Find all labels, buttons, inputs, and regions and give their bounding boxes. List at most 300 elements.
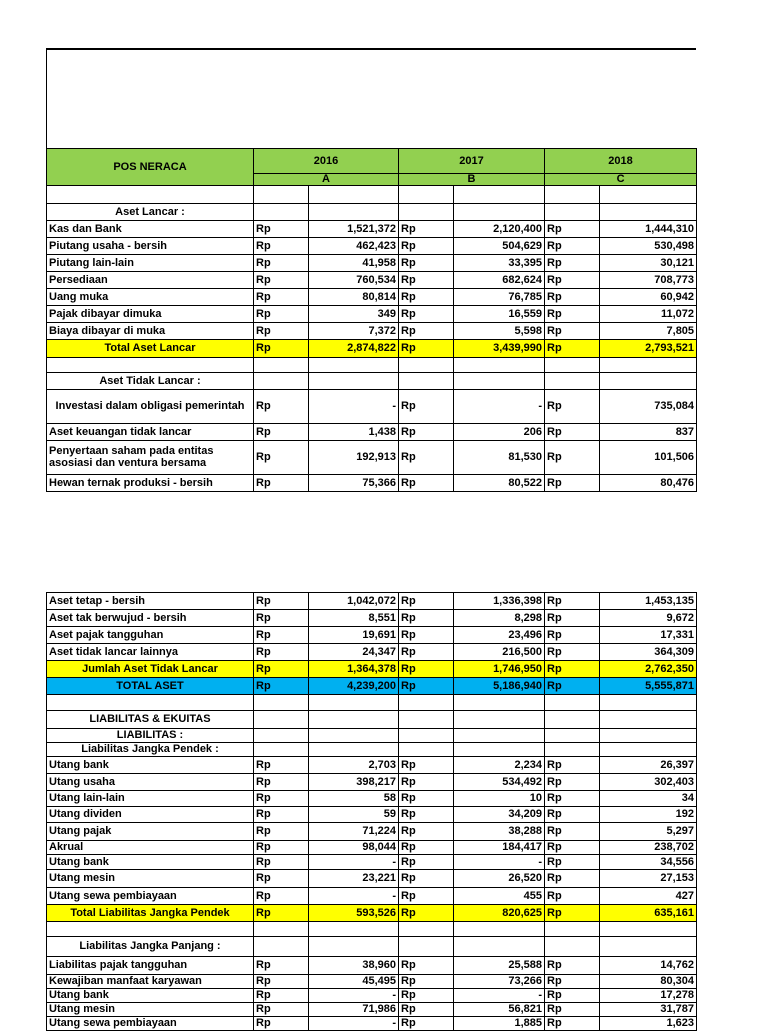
value-cell: 5,186,940 bbox=[454, 678, 545, 695]
currency-cell: Rp bbox=[254, 774, 309, 791]
row-label: Aset pajak tangguhan bbox=[47, 627, 254, 644]
row-label: Total Aset Lancar bbox=[47, 340, 254, 358]
liabilitas-title bbox=[47, 729, 697, 743]
value-cell: 2,874,822 bbox=[309, 340, 399, 358]
column-code-header: A bbox=[254, 174, 399, 186]
currency-cell: Rp bbox=[254, 340, 309, 358]
value-cell: 80,304 bbox=[600, 975, 697, 989]
empty-cell bbox=[399, 937, 454, 957]
table-row bbox=[47, 272, 697, 289]
value-cell: 23,221 bbox=[309, 870, 399, 888]
currency-cell: Rp bbox=[254, 221, 309, 238]
value-cell: 19,691 bbox=[309, 627, 399, 644]
empty-cell bbox=[454, 358, 545, 373]
table-row bbox=[47, 989, 697, 1003]
value-cell: 38,288 bbox=[454, 823, 545, 841]
table-row bbox=[47, 238, 697, 255]
empty-cell bbox=[454, 695, 545, 711]
currency-cell: Rp bbox=[545, 323, 600, 340]
value-cell: 80,476 bbox=[600, 475, 697, 492]
aset-tidak-lancar-title bbox=[47, 373, 697, 390]
table-row bbox=[47, 957, 697, 975]
currency-cell: Rp bbox=[254, 678, 309, 695]
empty-cell bbox=[309, 186, 399, 204]
value-cell: 2,793,521 bbox=[600, 340, 697, 358]
currency-cell: Rp bbox=[545, 855, 600, 870]
report-title-area bbox=[46, 48, 696, 148]
currency-cell: Rp bbox=[545, 1017, 600, 1031]
value-cell: 34,556 bbox=[600, 855, 697, 870]
value-cell: - bbox=[454, 390, 545, 424]
table-row bbox=[47, 1003, 697, 1017]
value-cell: - bbox=[309, 888, 399, 905]
value-cell: 1,364,378 bbox=[309, 661, 399, 678]
value-cell: 71,224 bbox=[309, 823, 399, 841]
row-label: Akrual bbox=[47, 841, 254, 855]
value-cell: 1,453,135 bbox=[600, 593, 697, 610]
value-cell: 80,814 bbox=[309, 289, 399, 306]
empty-cell bbox=[399, 729, 454, 743]
row-label: Persediaan bbox=[47, 272, 254, 289]
aset-lancar-title bbox=[47, 204, 697, 221]
empty-cell bbox=[309, 373, 399, 390]
empty-cell bbox=[600, 358, 697, 373]
table-row bbox=[47, 610, 697, 627]
pos-neraca-header: POS NERACA bbox=[47, 149, 254, 186]
currency-cell: Rp bbox=[545, 441, 600, 475]
value-cell: 16,559 bbox=[454, 306, 545, 323]
empty-cell bbox=[545, 922, 600, 937]
currency-cell: Rp bbox=[545, 475, 600, 492]
table-row bbox=[47, 870, 697, 888]
value-cell: 1,885 bbox=[454, 1017, 545, 1031]
empty-cell bbox=[309, 695, 399, 711]
currency-cell: Rp bbox=[254, 627, 309, 644]
empty-cell bbox=[399, 743, 454, 757]
currency-cell: Rp bbox=[254, 390, 309, 424]
row-label: Utang bank bbox=[47, 855, 254, 870]
currency-cell: Rp bbox=[254, 610, 309, 627]
row-label: Utang sewa pembiayaan bbox=[47, 1017, 254, 1031]
currency-cell: Rp bbox=[399, 390, 454, 424]
value-cell: 26,520 bbox=[454, 870, 545, 888]
currency-cell: Rp bbox=[399, 424, 454, 441]
liabilitas-ekuitas-title bbox=[47, 711, 697, 729]
value-cell: 33,395 bbox=[454, 255, 545, 272]
currency-cell: Rp bbox=[399, 475, 454, 492]
value-cell: 1,521,372 bbox=[309, 221, 399, 238]
value-cell: 455 bbox=[454, 888, 545, 905]
table-row bbox=[47, 627, 697, 644]
table-row bbox=[47, 888, 697, 905]
empty-cell bbox=[399, 186, 454, 204]
row-label: Utang bank bbox=[47, 757, 254, 774]
currency-cell: Rp bbox=[399, 791, 454, 807]
value-cell: - bbox=[454, 855, 545, 870]
jangka-pendek-title-label: Liabilitas Jangka Pendek : bbox=[47, 743, 254, 757]
row-label: Total Liabilitas Jangka Pendek bbox=[47, 905, 254, 922]
column-code-header: B bbox=[399, 174, 545, 186]
table-row bbox=[47, 390, 697, 424]
value-cell: 2,120,400 bbox=[454, 221, 545, 238]
empty-cell bbox=[309, 743, 399, 757]
balance-sheet-table-top bbox=[46, 148, 697, 492]
currency-cell: Rp bbox=[254, 593, 309, 610]
value-cell: 98,044 bbox=[309, 841, 399, 855]
currency-cell: Rp bbox=[545, 238, 600, 255]
table-row bbox=[47, 774, 697, 791]
value-cell: 760,534 bbox=[309, 272, 399, 289]
empty-cell bbox=[600, 204, 697, 221]
table-row bbox=[47, 757, 697, 774]
total-jangka-pendek-row bbox=[47, 905, 697, 922]
empty-cell bbox=[309, 922, 399, 937]
value-cell: 38,960 bbox=[309, 957, 399, 975]
value-cell: 30,121 bbox=[600, 255, 697, 272]
value-cell: 364,309 bbox=[600, 644, 697, 661]
empty-cell bbox=[47, 922, 254, 937]
currency-cell: Rp bbox=[545, 757, 600, 774]
currency-cell: Rp bbox=[254, 238, 309, 255]
value-cell: 504,629 bbox=[454, 238, 545, 255]
empty-cell bbox=[454, 186, 545, 204]
value-cell: 2,762,350 bbox=[600, 661, 697, 678]
table-row bbox=[47, 255, 697, 272]
empty-cell bbox=[545, 743, 600, 757]
value-cell: 735,084 bbox=[600, 390, 697, 424]
currency-cell: Rp bbox=[254, 323, 309, 340]
value-cell: - bbox=[309, 1017, 399, 1031]
empty-cell bbox=[545, 695, 600, 711]
currency-cell: Rp bbox=[545, 905, 600, 922]
empty-cell bbox=[600, 373, 697, 390]
row-label: Penyertaan saham pada entitas asosiasi dan ventura bersama bbox=[47, 441, 254, 475]
row-label: TOTAL ASET bbox=[47, 678, 254, 695]
value-cell: 238,702 bbox=[600, 841, 697, 855]
value-cell: 26,397 bbox=[600, 757, 697, 774]
spacer-row bbox=[47, 695, 697, 711]
currency-cell: Rp bbox=[254, 841, 309, 855]
value-cell: 1,042,072 bbox=[309, 593, 399, 610]
currency-cell: Rp bbox=[399, 855, 454, 870]
empty-cell bbox=[600, 711, 697, 729]
currency-cell: Rp bbox=[545, 791, 600, 807]
table-row bbox=[47, 593, 697, 610]
currency-cell: Rp bbox=[254, 424, 309, 441]
currency-cell: Rp bbox=[545, 593, 600, 610]
value-cell: 81,530 bbox=[454, 441, 545, 475]
empty-cell bbox=[545, 373, 600, 390]
row-label: Biaya dibayar di muka bbox=[47, 323, 254, 340]
jangka-panjang-title bbox=[47, 937, 697, 957]
row-label: Utang mesin bbox=[47, 1003, 254, 1017]
empty-cell bbox=[600, 695, 697, 711]
column-code-header: C bbox=[545, 174, 697, 186]
currency-cell: Rp bbox=[545, 678, 600, 695]
spacer-row bbox=[47, 358, 697, 373]
currency-cell: Rp bbox=[399, 1003, 454, 1017]
value-cell: 73,266 bbox=[454, 975, 545, 989]
value-cell: 45,495 bbox=[309, 975, 399, 989]
currency-cell: Rp bbox=[399, 306, 454, 323]
currency-cell: Rp bbox=[254, 644, 309, 661]
table-row bbox=[47, 841, 697, 855]
row-label: Utang bank bbox=[47, 989, 254, 1003]
value-cell: 27,153 bbox=[600, 870, 697, 888]
empty-cell bbox=[309, 358, 399, 373]
currency-cell: Rp bbox=[545, 1003, 600, 1017]
value-cell: 56,821 bbox=[454, 1003, 545, 1017]
empty-cell bbox=[399, 373, 454, 390]
currency-cell: Rp bbox=[545, 272, 600, 289]
balance-sheet-table-bottom bbox=[46, 592, 697, 1031]
value-cell: 4,239,200 bbox=[309, 678, 399, 695]
currency-cell: Rp bbox=[399, 678, 454, 695]
total-aset-row bbox=[47, 678, 697, 695]
currency-cell: Rp bbox=[545, 644, 600, 661]
empty-cell bbox=[545, 711, 600, 729]
empty-cell bbox=[600, 743, 697, 757]
value-cell: 60,942 bbox=[600, 289, 697, 306]
currency-cell: Rp bbox=[545, 774, 600, 791]
value-cell: 41,958 bbox=[309, 255, 399, 272]
currency-cell: Rp bbox=[545, 807, 600, 823]
value-cell: 5,555,871 bbox=[600, 678, 697, 695]
currency-cell: Rp bbox=[254, 306, 309, 323]
value-cell: 820,625 bbox=[454, 905, 545, 922]
currency-cell: Rp bbox=[254, 957, 309, 975]
empty-cell bbox=[254, 373, 309, 390]
currency-cell: Rp bbox=[254, 975, 309, 989]
currency-cell: Rp bbox=[399, 823, 454, 841]
currency-cell: Rp bbox=[399, 255, 454, 272]
row-label: Jumlah Aset Tidak Lancar bbox=[47, 661, 254, 678]
table-row bbox=[47, 306, 697, 323]
currency-cell: Rp bbox=[545, 823, 600, 841]
empty-cell bbox=[454, 711, 545, 729]
table-row bbox=[47, 221, 697, 238]
currency-cell: Rp bbox=[399, 807, 454, 823]
value-cell: 23,496 bbox=[454, 627, 545, 644]
value-cell: 58 bbox=[309, 791, 399, 807]
currency-cell: Rp bbox=[254, 1017, 309, 1031]
value-cell: 34 bbox=[600, 791, 697, 807]
spacer-row bbox=[47, 186, 697, 204]
value-cell: 708,773 bbox=[600, 272, 697, 289]
value-cell: 14,762 bbox=[600, 957, 697, 975]
value-cell: - bbox=[309, 989, 399, 1003]
table-row bbox=[47, 975, 697, 989]
table-row bbox=[47, 441, 697, 475]
currency-cell: Rp bbox=[399, 340, 454, 358]
empty-cell bbox=[254, 937, 309, 957]
value-cell: 398,217 bbox=[309, 774, 399, 791]
value-cell: 17,331 bbox=[600, 627, 697, 644]
aset-tidak-lancar-title-label: Aset Tidak Lancar : bbox=[47, 373, 254, 390]
empty-cell bbox=[600, 729, 697, 743]
year-header: 2017 bbox=[399, 149, 545, 174]
empty-cell bbox=[309, 711, 399, 729]
currency-cell: Rp bbox=[254, 855, 309, 870]
table-row bbox=[47, 791, 697, 807]
row-label: Uang muka bbox=[47, 289, 254, 306]
currency-cell: Rp bbox=[399, 661, 454, 678]
empty-cell bbox=[254, 358, 309, 373]
value-cell: 1,336,398 bbox=[454, 593, 545, 610]
row-label: Utang lain-lain bbox=[47, 791, 254, 807]
value-cell: 427 bbox=[600, 888, 697, 905]
value-cell: 80,522 bbox=[454, 475, 545, 492]
currency-cell: Rp bbox=[399, 975, 454, 989]
currency-cell: Rp bbox=[399, 989, 454, 1003]
empty-cell bbox=[47, 358, 254, 373]
empty-cell bbox=[399, 358, 454, 373]
table-row bbox=[47, 644, 697, 661]
currency-cell: Rp bbox=[545, 627, 600, 644]
currency-cell: Rp bbox=[545, 610, 600, 627]
row-label: Utang pajak bbox=[47, 823, 254, 841]
liabilitas-ekuitas-title-label: LIABILITAS & EKUITAS bbox=[47, 711, 254, 729]
currency-cell: Rp bbox=[545, 255, 600, 272]
empty-cell bbox=[399, 711, 454, 729]
empty-cell bbox=[454, 937, 545, 957]
value-cell: 9,672 bbox=[600, 610, 697, 627]
empty-cell bbox=[399, 922, 454, 937]
value-cell: 7,372 bbox=[309, 323, 399, 340]
currency-cell: Rp bbox=[399, 774, 454, 791]
empty-cell bbox=[545, 186, 600, 204]
empty-cell bbox=[254, 729, 309, 743]
value-cell: - bbox=[454, 989, 545, 1003]
currency-cell: Rp bbox=[254, 823, 309, 841]
value-cell: 534,492 bbox=[454, 774, 545, 791]
table-row bbox=[47, 475, 697, 492]
table-row bbox=[47, 807, 697, 823]
currency-cell: Rp bbox=[545, 975, 600, 989]
currency-cell: Rp bbox=[254, 870, 309, 888]
value-cell: 302,403 bbox=[600, 774, 697, 791]
row-label: Aset tidak lancar lainnya bbox=[47, 644, 254, 661]
row-label: Investasi dalam obligasi pemerintah bbox=[47, 390, 254, 424]
empty-cell bbox=[47, 695, 254, 711]
value-cell: 1,438 bbox=[309, 424, 399, 441]
value-cell: 192 bbox=[600, 807, 697, 823]
currency-cell: Rp bbox=[399, 593, 454, 610]
value-cell: 682,624 bbox=[454, 272, 545, 289]
value-cell: 59 bbox=[309, 807, 399, 823]
currency-cell: Rp bbox=[545, 888, 600, 905]
empty-cell bbox=[254, 186, 309, 204]
currency-cell: Rp bbox=[545, 870, 600, 888]
currency-cell: Rp bbox=[545, 390, 600, 424]
value-cell: 34,209 bbox=[454, 807, 545, 823]
currency-cell: Rp bbox=[545, 661, 600, 678]
row-label: Aset keuangan tidak lancar bbox=[47, 424, 254, 441]
table-row bbox=[47, 424, 697, 441]
value-cell: 24,347 bbox=[309, 644, 399, 661]
row-label: Aset tak berwujud - bersih bbox=[47, 610, 254, 627]
currency-cell: Rp bbox=[399, 1017, 454, 1031]
currency-cell: Rp bbox=[545, 957, 600, 975]
value-cell: 216,500 bbox=[454, 644, 545, 661]
currency-cell: Rp bbox=[399, 238, 454, 255]
value-cell: 530,498 bbox=[600, 238, 697, 255]
row-label: Aset tetap - bersih bbox=[47, 593, 254, 610]
liabilitas-title-label: LIABILITAS : bbox=[47, 729, 254, 743]
currency-cell: Rp bbox=[254, 989, 309, 1003]
currency-cell: Rp bbox=[545, 841, 600, 855]
empty-cell bbox=[254, 204, 309, 221]
currency-cell: Rp bbox=[399, 841, 454, 855]
currency-cell: Rp bbox=[254, 661, 309, 678]
value-cell: 3,439,990 bbox=[454, 340, 545, 358]
empty-cell bbox=[309, 729, 399, 743]
value-cell: 635,161 bbox=[600, 905, 697, 922]
row-label: Utang sewa pembiayaan bbox=[47, 888, 254, 905]
currency-cell: Rp bbox=[545, 289, 600, 306]
currency-cell: Rp bbox=[254, 757, 309, 774]
empty-cell bbox=[309, 204, 399, 221]
currency-cell: Rp bbox=[399, 441, 454, 475]
row-label: Hewan ternak produksi - bersih bbox=[47, 475, 254, 492]
value-cell: 8,298 bbox=[454, 610, 545, 627]
year-header: 2016 bbox=[254, 149, 399, 174]
empty-cell bbox=[454, 743, 545, 757]
empty-cell bbox=[254, 695, 309, 711]
spacer-row bbox=[47, 922, 697, 937]
empty-cell bbox=[545, 937, 600, 957]
currency-cell: Rp bbox=[545, 221, 600, 238]
jangka-pendek-title bbox=[47, 743, 697, 757]
value-cell: 2,703 bbox=[309, 757, 399, 774]
value-cell: 76,785 bbox=[454, 289, 545, 306]
jangka-panjang-title-label: Liabilitas Jangka Panjang : bbox=[47, 937, 254, 957]
empty-cell bbox=[399, 204, 454, 221]
value-cell: 31,787 bbox=[600, 1003, 697, 1017]
currency-cell: Rp bbox=[399, 957, 454, 975]
currency-cell: Rp bbox=[399, 610, 454, 627]
value-cell: 1,623 bbox=[600, 1017, 697, 1031]
currency-cell: Rp bbox=[254, 791, 309, 807]
currency-cell: Rp bbox=[545, 340, 600, 358]
value-cell: 101,506 bbox=[600, 441, 697, 475]
currency-cell: Rp bbox=[254, 888, 309, 905]
row-label: Utang mesin bbox=[47, 870, 254, 888]
row-label: Kewajiban manfaat karyawan bbox=[47, 975, 254, 989]
empty-cell bbox=[399, 695, 454, 711]
table-row bbox=[47, 823, 697, 841]
empty-cell bbox=[454, 922, 545, 937]
empty-cell bbox=[454, 204, 545, 221]
value-cell: 1,444,310 bbox=[600, 221, 697, 238]
currency-cell: Rp bbox=[399, 757, 454, 774]
empty-cell bbox=[254, 922, 309, 937]
empty-cell bbox=[254, 743, 309, 757]
currency-cell: Rp bbox=[254, 807, 309, 823]
row-label: Kas dan Bank bbox=[47, 221, 254, 238]
value-cell: 192,913 bbox=[309, 441, 399, 475]
empty-cell bbox=[454, 729, 545, 743]
currency-cell: Rp bbox=[545, 989, 600, 1003]
table-row bbox=[47, 289, 697, 306]
value-cell: 1,746,950 bbox=[454, 661, 545, 678]
row-label: Pajak dibayar dimuka bbox=[47, 306, 254, 323]
value-cell: 837 bbox=[600, 424, 697, 441]
value-cell: 5,297 bbox=[600, 823, 697, 841]
value-cell: 7,805 bbox=[600, 323, 697, 340]
currency-cell: Rp bbox=[399, 272, 454, 289]
empty-cell bbox=[600, 937, 697, 957]
